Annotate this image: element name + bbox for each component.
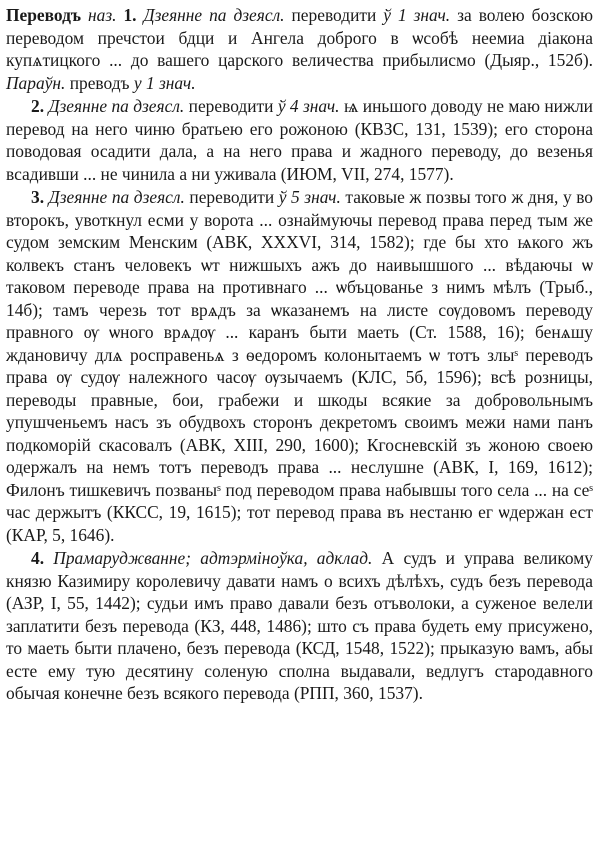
sense-number: 1. (123, 5, 137, 25)
gloss-verb: переводити (188, 96, 278, 116)
citation-text: за волею бозскою переводом пречстои бдци и Ангела доброго в ѡсобѣ неемиа діакона купѧтицкого ... до вашего царского величества прибылисмо (Дыяр., 152б). (6, 5, 594, 70)
sense-gloss: Дзеянне па дзеясл. (143, 5, 285, 25)
gloss-verb: переводити (189, 187, 279, 207)
entry-sense-4 (6, 547, 593, 705)
citation-text: таковые ж позвы того ж дня, у во второкъ, увоткнул есми у ворота ... ознаймуючы перевод права перед тым же судом земским Менским (АВК, XXXVI, 314, 1582); где бы хто ѩкого жъ колвекъ станъ человекъ ѡт нижшыхъ ажъ до наивышшого ... вѣдаючы ѡ таковом переводе права на противнаго ... ѡбъцованье з нимъ мѣлъ (Трыб., 14б); тамъ черезь тот врѧдъ за ѡказанемъ на листе сѹдовомъ переводу правного ѹ ѡного врѧдѹ ... каранъ быти маеть (Ст. 1588, 16); бенѧшу ждановичу длѧ росправеньѧ з ѳедоромъ колонытаемъ ѡ тотъ злыˢ переводъ права ѹ судѹ належного часѹ ѹзычаемъ (КЛС, 5б, 1596); всѣ розницы, переводы правные, бои, грабежи и шкоды всякие за добровольнымъ упушченьемъ насъ зъ обудвохъ сторонъ декретомъ своимъ межи нами панъ подкоморій скасовалъ (АВК, XIII, 290, 1600); Кгосневскій зъ жоною своею одержалъ на немъ тотъ переводъ права ... неслушне (АВК, I, 169, 1612); Филонъ тишкевичъ позваныˢ под переводом права набывшы того села ... на сеˢ час держытъ (ККСС, 19, 1615); тот перевод права въ нестаню ег ѡдержан ест (КАР, 5, 1646). (6, 187, 594, 545)
entry-sense-3 (6, 186, 593, 546)
entry-sense-2 (6, 95, 593, 185)
cross-reference-sense: у 1 знач. (133, 72, 196, 93)
sense-reference: ў 4 знач. (277, 96, 340, 116)
sense-number: 2. (31, 96, 45, 116)
sense-number: 3. (31, 187, 45, 207)
sense-number: 4. (31, 548, 45, 568)
sense-gloss: Дзеянне па дзеясл. (48, 187, 185, 207)
sense-reference: ў 1 знач. (383, 5, 451, 25)
citation-text: А судъ и управа великому князю Казимиру королевичу давати намъ о всихъ дѣлѣхъ, судъ безъ перевода (АЗР, I, 55, 1442); судьи имъ право давали безъ отъволоки, а суженое велели заплатити безъ перевода (КЗ, 448, 1486); што съ права будеть ему присужено, то маеть быти плачено, безъ перевода (КСД, 1548, 1522); прыказую вамъ, абы есте ему тую десятину соленую сполна выдавали, ведлугъ стародавного обычая конечне безъ всякого перевода (РПП, 360, 1537). (6, 548, 593, 703)
cross-reference-word: преводъ (69, 72, 134, 93)
dictionary-page (6, 4, 593, 705)
cross-reference-label: Параўн. (6, 72, 66, 93)
headword: Переводъ (6, 5, 82, 25)
sense-gloss: Дзеянне па дзеясл. (48, 96, 185, 116)
gloss-verb: переводити (291, 5, 384, 25)
sense-reference: ў 5 знач. (278, 187, 341, 207)
part-of-speech: наз. (88, 5, 117, 25)
citation-text: ѩ иньшого доводу не маю нижли перевод на него чиню братьею его рожоною (КВЗС, 131, 1539); его сторона поводовая осадити дала, а на него права и жадного переводу, до везенья всадивши ... не чинила а ни уживала (ИЮМ, VII, 274, 1577). (6, 96, 593, 184)
entry-sense-1 (6, 4, 593, 94)
sense-gloss: Прамаруджванне; адтэрміноўка, адклад. (53, 548, 373, 568)
